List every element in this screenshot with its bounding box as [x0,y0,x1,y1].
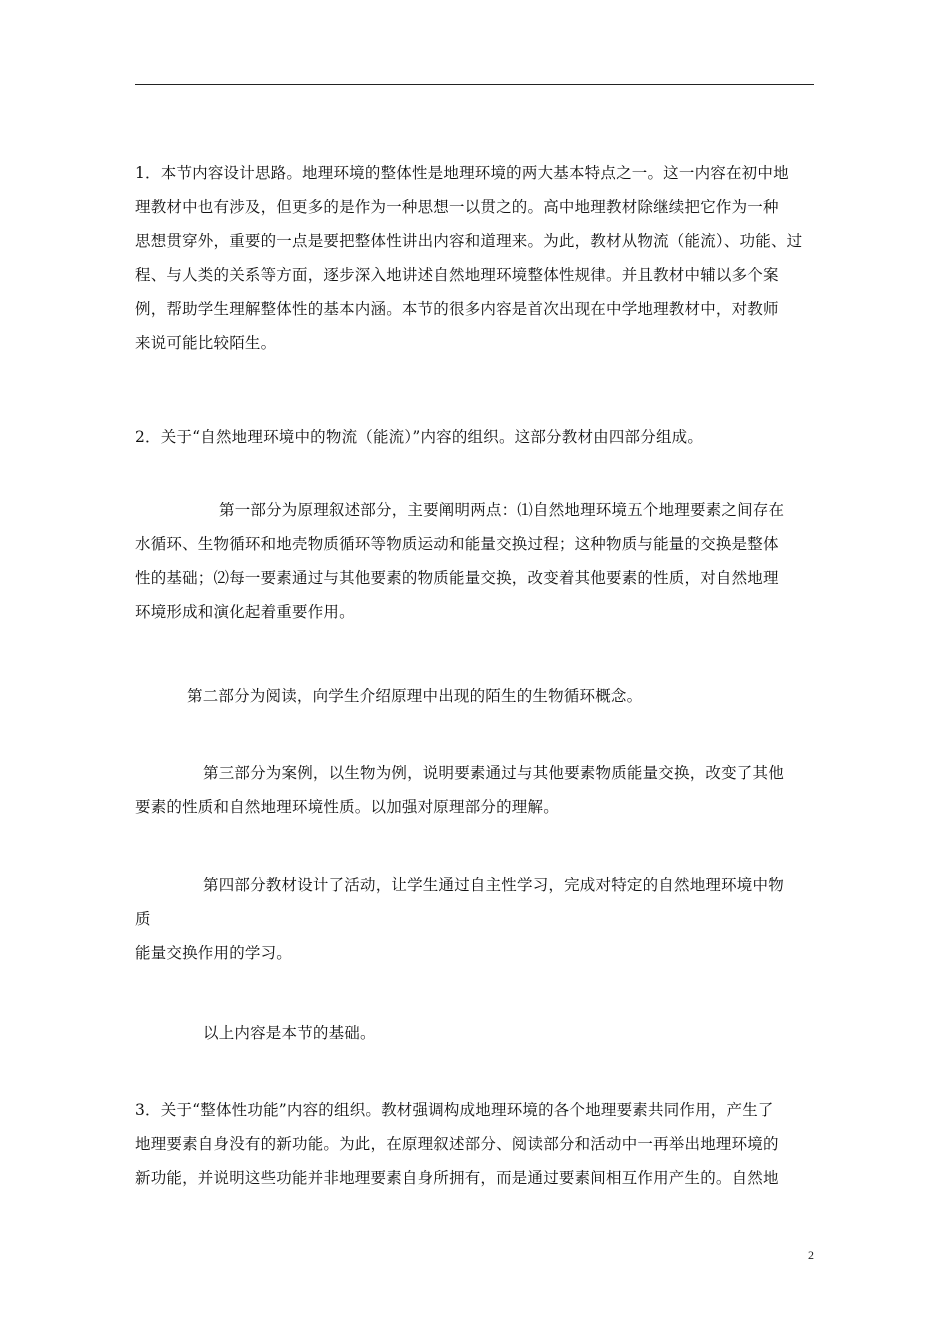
text-line: 第二部分为阅读，向学生介绍原理中出现的陌生的生物循环概念。 [187,687,643,705]
header-rule [135,84,814,85]
text-line: 来说可能比较陌生。 [135,334,277,352]
text-line: 以上内容是本节的基础。 [203,1024,376,1042]
text-line: 地理要素自身没有的新功能。为此，在原理叙述部分、阅读部分和活动中一再举出地理环境的 [135,1135,779,1153]
text-line: 例，帮助学生理解整体性的基本内涵。本节的很多内容是首次出现在中学地理教材中，对教师 [135,300,779,318]
paragraph-material-flow-section [135,420,815,454]
page-number: 2 [808,1248,814,1262]
text-line: 程、与人类的关系等方面，逐步深入地讲述自然地理环境整体性规律。并且教材中辅以多个案 [135,266,779,284]
text-line: 第一部分为原理叙述部分，主要阐明两点：⑴自然地理环境五个地理要素之间存在 [219,501,785,519]
paragraph-part-three [135,756,815,824]
text-line: 思想贯穿外，重要的一点是要把整体性讲出内容和道理来。为此，教材从物流（能流）、功能、过 [135,232,803,250]
text-line: 理教材中也有涉及，但更多的是作为一种思想一以贯之的。高中地理教材除继续把它作为一种 [135,198,779,216]
paragraph-integrity-function [135,1093,815,1195]
text-line: 要素的性质和自然地理环境性质。以加强对原理部分的理解。 [135,798,559,816]
text-line: 能量交换作用的学习。 [135,944,293,962]
text-line: 新功能，并说明这些功能并非地理要素自身所拥有，而是通过要素间相互作用产生的。自然地 [135,1169,779,1187]
paragraph-part-four [135,868,815,970]
paragraph-part-two [135,679,815,713]
text-line: 第三部分为案例，以生物为例，说明要素通过与其他要素物质能量交换，改变了其他 [203,764,784,782]
text-line: 第四部分教材设计了活动，让学生通过自主性学习，完成对特定的自然地理环境中物 [203,876,784,894]
paragraph-design-idea [135,156,815,360]
paragraph-foundation-note [135,1016,815,1050]
paragraph-part-one [135,493,815,629]
text-line: 水循环、生物循环和地壳物质循环等物质运动和能量交换过程；这种物质与能量的交换是整体 [135,535,779,553]
text-line: 1．本节内容设计思路。地理环境的整体性是地理环境的两大基本特点之一。这一内容在初中地 [135,164,789,182]
text-line: 环境形成和演化起着重要作用。 [135,603,355,621]
text-line: 3．关于“整体性功能”内容的组织。教材强调构成地理环境的各个地理要素共同作用，产生了 [135,1101,774,1119]
text-line: 性的基础；⑵每一要素通过与其他要素的物质能量交换，改变着其他要素的性质，对自然地理 [135,569,779,587]
text-line: 质 [135,910,151,928]
text-line: 2．关于“自然地理环境中的物流（能流）”内容的组织。这部分教材由四部分组成。 [135,428,704,446]
